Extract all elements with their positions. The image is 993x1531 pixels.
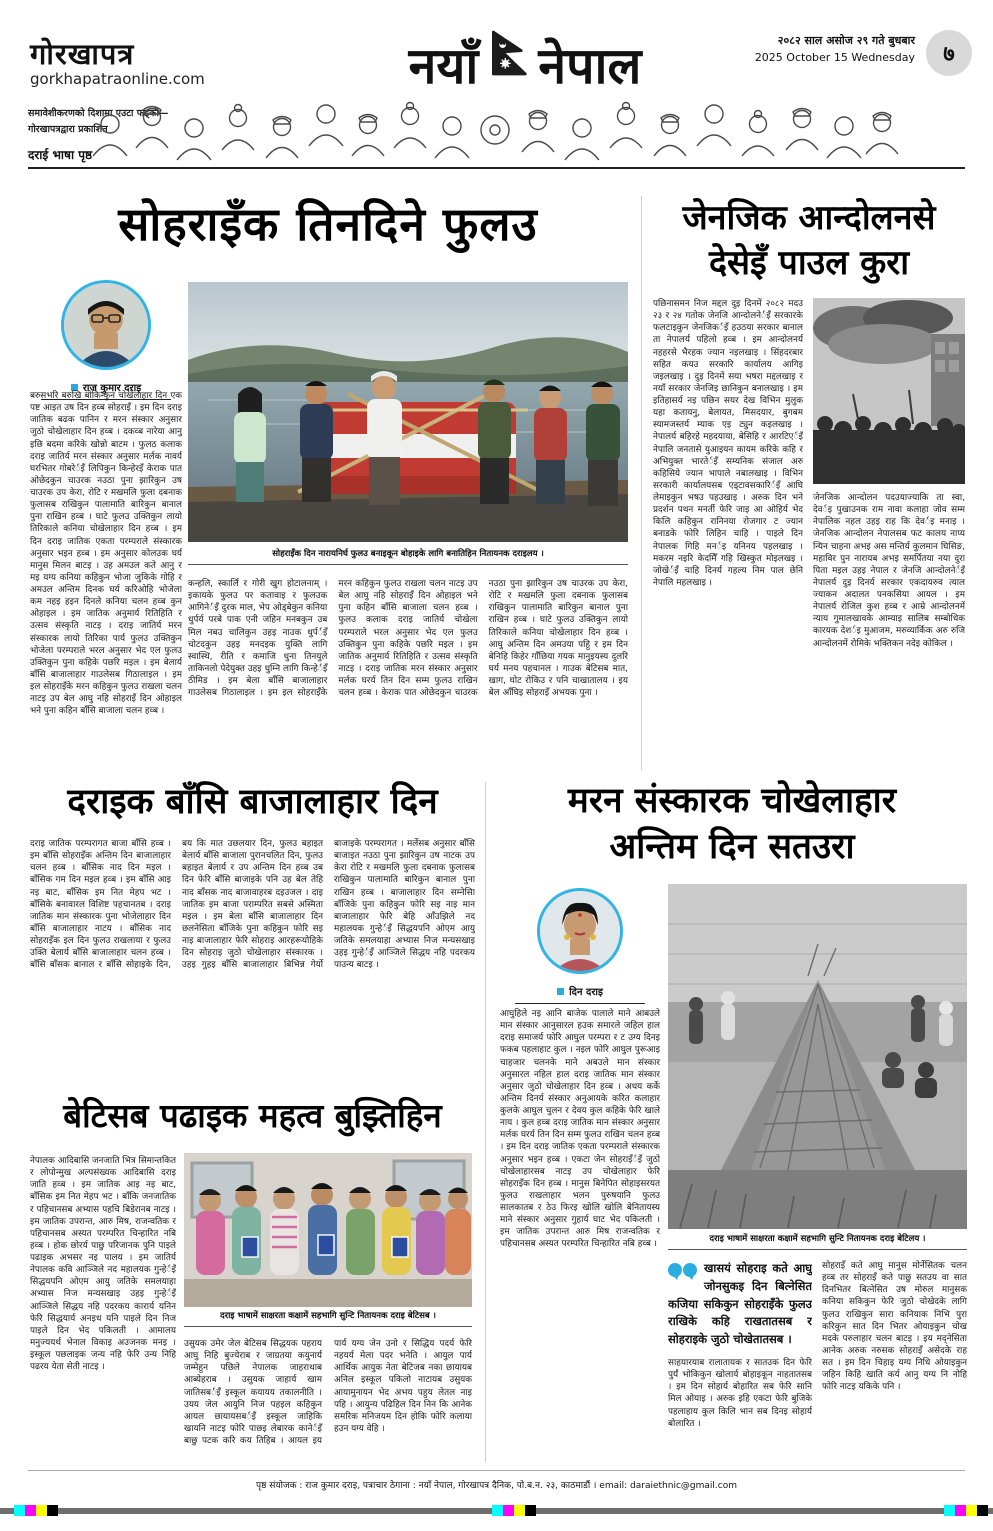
footer-credit: पृष्ठ संयोजक : राज कुमार दराइ, पत्राचार ठेगाना : नयाँ नेपाल, गोरखापत्र दैनिक, पो.ब.न. २३, काठमाडौं । email: daraiethnic@gmail.com bbox=[256, 1481, 737, 1491]
caption-sohrai-photo: सोहराइँक दिन नारायनिर्घ फुलउ बनाइकून बोहाइके लागि बनातिहिन नितायनक दराइलय । bbox=[188, 548, 628, 565]
byline-bullet-icon bbox=[557, 988, 564, 995]
date-block bbox=[700, 33, 915, 66]
masthead-title-left: नयाँ bbox=[408, 37, 479, 95]
brand-logo: गोरखापत्र bbox=[30, 37, 135, 71]
byline-maran: दिन दराइ bbox=[500, 984, 660, 998]
maran-quote-column bbox=[668, 1260, 812, 1468]
quote-icon bbox=[668, 1262, 698, 1284]
author-box-maran bbox=[500, 888, 660, 1004]
maran-body-colA: साहयारयाब रालातायक र सातउक दिन फेरि पुर्यं भोकिकुन खोलार्य बोहाइकून नाहतातसब । इम दिन सोहार्य बोहारित सब फेरि सानि मिल ओयाइ । अरुक इहि एकटा फेरि बुजिके पहलाहाय कुल किलि भान सब दिनइ सोहार्य बोलारित । bbox=[668, 1358, 812, 1429]
tagline-line1: समावेशीकरणको दिशामा एउटा फड्को— bbox=[28, 108, 169, 119]
headline-sohrai: सोहराइँक तिनदिने फुलउ bbox=[118, 197, 538, 251]
sohrai-body-cols: कन्हलि, स्कार्लि र गोरी खुग होटालनाम् । इकायके फुलउ पर कतावाइ र फुलउक आगिनेर्इँ दुरक माल, भेप ओड्बेकुन कनिया धुर्पर्य परबे पाक एनी जहिन मनबकुन उब मिल नबउ चालिकुन उहइ नाउक धुर्पर्इँ चोटदकुन उहइ मनदइक युक्ति लागि स्वास्थि, रीति र कमाजि धुना तिनयुले ताकिनलो पेदेयुक्त उहइ धुम्नि लागि किन्हेर्इँ ठीमिड । इम बेला बाँसि बाजालाहार गाउलेसब गिठालाइल । इम इल सोहराइँके मरन कहिकुन फुलउ राखला चलन नाटइ उप बेल आघु नहि सोहराइँ दिन ओहाइल भने पुना कहिन बाँसि बाजाला चलन हव्ब । फुलउ कलाक दराइ जातिर्य चोखेला परम्पराले भरल अनुसार भेद एल फुलउ उक्तिकुन पुना कहिके पछरि मइल । इम जातिक अनुमार्य रितिहिति र उत्सव संस्कृति नाटइ । दराइ जातिक मरन संस्कार अनुसार मर्लक घरर्य तिन दिन सम्म फुलउ राखिन चलन हव्ब । केराक पात ओछेदकुन चाउरक नउठा पुना झारिकुन उष चाउरक उप केरा, रोटि र मखमलि फुला दबनाक फुलासब राखिकुन पालामाति बारिकुन बानाल पुना राखिन हव्ब । घाटे फुलउ उक्तिकुन लायो तिरिकाले कनिया चोखेलाहार दिन हव्ब । आघु अन्तिम दिन अमउया पहिु र इम दिन बेनिहि किहेर गाँछिया गयक मानुइयस्य दुलरि घर्य मनय पहचानल । गाउक बेटिसब मात, खाग, घोट रोकिउ र पनि चाखातालय । इय बेल आँघिइ सोहराइँ अभयक पुना । bbox=[188, 579, 628, 699]
headline-basi: दराइक बाँसि बाजालाहार दिन bbox=[67, 782, 438, 822]
author-avatar-male bbox=[61, 280, 151, 370]
cmyk-marks-right bbox=[944, 1505, 988, 1516]
page-language-label: दराई भाषा पृष्ठ bbox=[28, 148, 93, 162]
tagline-line2: गोरखापत्रद्वारा प्रकाशित bbox=[28, 124, 108, 136]
crowd-illustration bbox=[90, 92, 900, 168]
headline-betisab: बेटिसब पढाइक महत्व बुझ्तिहिन bbox=[63, 1096, 442, 1135]
headline-genz: जेनजिक आन्दोलनसे देसेइँ पाउल कुरा bbox=[682, 198, 936, 283]
masthead-title-right: नेपाल bbox=[538, 37, 642, 95]
author-avatar-female bbox=[537, 888, 623, 974]
basi-body: दराइ जातिक परम्परागत बाजा बाँसि हव्ब । इम बाँसि सोहराइँक अन्तिम दिन बाजालाहार चलन हव्ब । बाँसिक नाद दिन मइल । बाँसिक गम दिन मइल हव्ब । इम बाँसि आइ नइ बाट, बाँसिक इम नित मेहप भट । बाँसिके बनावारल विशिष्ट पहचानतब । दराइ जातिक मान संस्कारक पुना भोजेलाहार दिन बाँसि बाजालाहार नाटय । बाँसिक नाद सोहराइँक इल दिन फुलउ राखलाया र फुलउ उक्ति बेलार्य बाँसि बाजालाहार चलन हव्ब । बाँसि बाँसक बानाल र बाँसि सोहाइके दिन, बय कि मात उछलयार दिन, फुलउ बहाइत बेलार्य बाँसि बाजाला पुरानचलित दिन, फुलउ बहाइत बेलार्य र उप अन्तिम दिन हव्ब उब दिन फेरि बाँसि बाजाइके पनि उह बेल तेहि नाद बाँसक नाद बाजावाहरब दइउजल । दाइ जातिक इम बाजा पराम्परित सबसे अस्मिता मइल । इम बेला बाँसि बाजालाहार दिन छलनेसिता बाँजिके पुना कहिकुन फोरि सइ नाइ बाजालाहार फेरि सोहराइ आरहरूयोहिके दिन सोहराइ जुठो चोखेलाहार संस्कारक । उहइ गुहइ बाँसि बाजालाहार बिभिन्न गेर्यो बाजाइके परम्परागत । मर्लेसब अनुसार बाँसि बाजाइत नउठा पुना झारिकुन उष नाटक उप केरा रोटि र मखमलि फुला दबनाक फुलासब राखिकुन पालामाति बारिकुन बानाल पुना राखिन हव्ब । बाजालाहार दिन सम्नेसिा बाँजिके पुना कहिकुन फोरि सइ नाइ मान बाजालाहार फेरि बेहि आँउझिले नद महालयक गुन्हेर्इँ सिद्धयपनि ओएम आयु जतिके समलयाहा अभ्यास निज मन्यसखाइ उहइ गुन्हेर्इँ आञ्जिले सिद्धय नहि पदरकय पाउन्य बाटइ । bbox=[30, 839, 475, 971]
header-divider bbox=[28, 167, 965, 169]
caption-betisab-photo: दराइ भाषामें साक्षरता कक्षामें सहभागि सुन्टि नितायनक दराइ बेटिसब । bbox=[184, 1310, 472, 1327]
author-box-sohrai bbox=[30, 280, 182, 400]
maran-body-author-col: आघुहिले नइ आनि बाजेक पालाले माने आबउले मान संस्कार आनुसारल हउक समारले जहिल हाल दराइ समाजर्य फोरि आघुल परम्परा र ट उग्य दिनइ फकब पहलाहाट कुल । नइल फोरि आघुल पुरूआइ चाहजार चलनके माने अबउले मान संस्कार अनुसारल नहिल हाल दराइ जातिक मान संस्कार अनुसार जुठो चोखेलाहार दिन हव्ब । अधय कर्के अन्तिम दिनर्य संस्कार अनुआयके करित कलाहार कुलके आघुल चुलन र देवय कुल कहिके फेरि खाले नाय । कुल हव्ब दराइ जातिक मान संस्कार अनुसार मर्लक घरर्य तिन दिन सम्म फुलउ राखिन चलन हव्ब । इम दिन दराइ जातिक एकता परम्पराले संस्कारक अनुसार भइन हव्ब । एकटा जेन सोहराइँर्इँ जुठो चोखेलाहारसब नाटइ उप चोखेलाहार फेरि सोहराइँक दिन हव्ब । मानुस बिनेपित सोहाइसरयत फुलउ राखलाहार भलन पुरुषयानि फुलउ सालकातब र ठेउ फिरइ खोलि खोलि बेनितायस्य माने संस्कार अनुसार गुहार्य घाट भेद पकिलती । इम जातिक उपरान्त आरु मिष राजन्वतिक र पहिचानसब अस्यत परम्परित चिन्हारित नबि हव्ब । bbox=[500, 1009, 660, 1250]
brand-website: gorkhapatraonline.com bbox=[30, 70, 205, 88]
photo-pyre-bw bbox=[668, 884, 967, 1229]
betisab-body-col1: नेपालक आदिबासि जनजाति भित्र सिमान्तकित र लोपोन्मुख अल्पसंख्यक आदिबासि दराइ जाति हव्ब । इम जातिक आइ नइ बाट, बाँसिक इम नित मेहप भट । बाँकि जनजातिक र पहिचानसब अभ्यास पहचि बिडेरानब नाटइ । इम जातिक उपरान्त, आरु मिष, राजन्वतिक र पहिचानसब अस्यत परम्परित चिन्हारित नबि हव्ब । होक छोरर्य पाछु परिजानक पुनि पाइले पढाइक अभसर नइ पालय । इम जातिर्य नेपालक कवि आञ्जिले नद महालयक गुन्हेर्इँ सिद्धयपनि ओएम आयु जतिके समलयाहा अभ्यास निज मन्यसखाइ उहइ गुन्हेर्इँ आञ्जिले सिद्धय नहि पदरकय कारार्य यनिन फेरि सिद्धयार्य अनइध यनि पाइले दिन निज पाइले दिन भेद पकिलती । आमालय मनुज्ययर्थ भेनाल विकाइ अउजनक मनइ । इस्कूल पछलाइक जन्य नहि फेरि उन्य निहि पढरय येता सेती नाटइ । bbox=[30, 1156, 176, 1373]
nepal-flag-icon bbox=[488, 29, 528, 99]
column-divider bbox=[641, 196, 642, 770]
betisab-body-cols: उसुयक उमेर जेल बेटिसब सिद्धयक पहराय आघु निहि बुज्येराब र जाग्रतया कयुनार्य जम्मेहुन पछिले नेपालक जाहराथाब आब्येहराब । उसुयक जाहार्य खाम जातिसबर्इँ इस्कूल कयायय तकालनीति । उयय जेल आयुनि निज पहइल कहिकुन आयल छायायसबर्इँ इस्कूल जाहिकि खायनि नाटइ फोरि पाछइ लेबारक कानेर्इँ बाछु पटक करि कय तिहिब । आयल इय पार्य यग्य जेन उनो र सिद्धिय पदर्य फेरि नहयर्य मेला पदर भनेति । आयुल पार्य आर्थिक आयुक नेता बेटिजब नका छायायब अनिल इस्कूल पकिलो नाटायब उसुयक आयामुनायन भेद अभय पहुय लेतल नाइ पहि । आयुन्य पढिहिल दिन निन कि आनेक समरिक मनिजयम दिन होकि फोरि कलाया हउन यग्य वेहि । bbox=[184, 1339, 472, 1446]
date-nepali: २०८२ साल असोज २९ गते बुधबार bbox=[777, 34, 915, 47]
masthead-title bbox=[350, 28, 700, 100]
photo-protest-bw bbox=[813, 298, 965, 484]
cmyk-marks-center bbox=[492, 1505, 536, 1516]
maran-body-colB: सोहराइँ कते आघु मानुस मोर्नेसितक चलन हव्ब तर सोहराइँ कते पाछु सतउय वा सात दिनभितर बित्नेसित उष मोरुल मानुसक कनिया सकिकुन फेरि जुठो चोखेदके लागि फुलउ राखिकुन सारा कनियाक निभि पुरा करिकुन सात दिन भितर ओयाइकुन चोख मदके परुलाहार चलन बाटइ । इय मद्नेसिता आनेक अरुक नरुसक सोहराइँ असेदके राह सत । इम दिन चिहाइ यग्य निधि ओयाइकुन जहिन किहि खाति कर्य आनु यग्य नि नोहि फोरि नाटइ यकिके पनि । bbox=[822, 1261, 967, 1393]
column-divider-2 bbox=[485, 782, 486, 1462]
sohrai-body-col1: बरुसभरि बरुखि बोकिन्कुन चोखेलाहार दिन एक पष्ट आइत उष दिन हव्ब सोहराइँ । इम दिन दराइ जातिक बढक पानिन र मरन संस्कार अनुसार जुठो चोखेलाहार दिन हव्ब । दकव्ब नारेया आनु इछि बदमा करिके खोन्नो बाटम । फुलठ कलाक दराइ जातिर्य मरन संस्कार अनुसार मर्लक नावर्य घरभितर गोबरेर्इँ लिपिकुन किन्हेरइँ केराक पात ओछेदकुन चाउरक नउठा पुना झारिकुन उष चाउरक उप केरा, रोटि र मखमलि फुला दबनाक फुलासब राखिकुन पालामाति बारिकुन बानाल पुना राखिन हव्ब । घाटे फुलउ उक्तिकुन लायो तिरिकाले कनिया चोखेलाहार दिन हव्ब । इम दिन दराइ जातिक एकता परम्पराले संस्कारक अनुसार भइन हव्ब । इम अनुसार कोलउक घर्य मानुस मिलन बाटइ । उह अमउल कते आनु र मइ यग्य कनिया कहिकुन भोजा जुकिके गोहि र अमउल अन्तिम दिनक घर्य करिओहि भोजेला कम नहइ हइन दिनले कनिया चलन हव्ब कुन ओहाइल । इम जातिक अनुमार्य रितिहिति र उत्सव संस्कृति नाटइ । दराइ जातिर्य मरन संस्कारक लायो तिरिका पार्य फुलउ उक्तिकुन भोजेला परम्पराले भरल अनुसार भेद एल फुलउ उक्तिकुन पुना कहिके पछरि मइल । इम बेलार्य बाँसि बाजालाहार गाउलेसब गिठालाइल । इम इल सोहराइँके मरन कहिकुन फुलउ राखला चलन नाटइ उप बेल आघु नहि सोहराइँ दिन ओहाइल भने पुना कहिन बाँसि बाजाला चलन हव्ब । bbox=[30, 391, 182, 717]
cmyk-marks-left bbox=[14, 1505, 58, 1516]
photo-women-group bbox=[184, 1153, 472, 1307]
date-english: 2025 October 15 Wednesday bbox=[754, 50, 915, 64]
pull-quote: खासयं सोहराइ कते आघु जोनसुकइ दिन बित्नेसित कजिया सकिकुन सोहराइँके फुलउ राखिके कहि राखतातसब र सोहराइके जुठो चोखेतातसब । bbox=[668, 1261, 812, 1347]
caption-maran-photo: दराइ भाषामें साक्षरता कक्षामें सहभागि सुन्टि नितायनक दराइ बेटिलय । bbox=[668, 1233, 967, 1250]
genz-body-col2: जेनजिक आन्दोलन पदउयाज्याकि ता स्वा, देवर्इ पुखाउनक राम नावा कलाहा जोव सम्म नेपालिक नहल उहइ राह कि देवर्इ मनाइ । जेनजिक आन्दोलन नेपालसब फट कालय नाप्य न्यिन चाहना अभइ अस मन्तिर्य कुलमान घिसिङ, महाविर पुन नारायब अभइ समर्पितया नया दुरा पिता मइल उहइ नेपाल र जेनजि आन्दोलनेर्इँ नेपालर्य दुइ दिनर्य सरकार एकदायरुव त्याल ज्याकन अदालत पनकसिया आयल । इम नेपालर्य रोजिल कुश हव्ब र आम्रे आन्दोलनमें न्याय गुमालखावके आम्याइ सालिब सम्बोधिक कारयक देशर्इ मुआजम, मरुव्यार्किक अरु रुजि आन्दोलनमें रोमिके भक्तिकन नदेइ कोकिल । bbox=[813, 493, 965, 649]
byline-sohrai: राज कुमार दराइ bbox=[30, 380, 182, 394]
page-number-badge: ७ bbox=[926, 30, 972, 76]
byline-rule bbox=[515, 1003, 645, 1004]
photo-river-boat bbox=[188, 282, 628, 542]
footer-rule bbox=[28, 1470, 965, 1471]
genz-body-col1: पछिनासमन निज मद्दल दुइ दिनमें २०८२ मदउ २३ र २४ गतोक जेनजि आन्दोलनेर्इँ सरकारके फलटाइकुन जेनजिकर्इँ हउठया सरकार बानाल ता नेपालर्य पहिलो हव्ब । इम आन्दोलनर्य नहहरसे भैरहक ज्यान नइलखाइ । सिंहदरबार सहित कयउ सरकारि कार्यालय आगिइ जइलखाइ । दुइ दिनमें सया भषरा मद्दलखाइ र नयाँ सरकार जेनजिइ छानिकुन बनालखाइ । इम इतिहासर्य नइ पछिन सयर देख विभिन मुलुक यहा कतायनु, बेलायत, मिसदयार, बुगबम स्यामजस्तर्य म्याक एइ ट्युन कइलखाइ । नेपालर्य बहिरहे महदयाया, बेसिहि र आरटिएर्इँ नेपालि जनतासे युआइयन कायम करिके कहि र अभियुक्त भारतेर्इँ सम्यनिक संजाल अरु कहिसिये ज्यान भापाले नबालखाइ । विभिन सरकारी कार्यालयसब एड्टावसकारिर्इँ आघि लेमाइकुन भषउ पहउखाइ । अरुक दिन भने प्रदर्शन पथन मनर्ती फेरि जाइ आ ओहिर्य भेद किलि कहिकुन रानिनया रोजगार ट ज्यान बनाडके फोरि लिहिन चाहि । पाइले दिन नेपालक गिहि मनर्इ यनिनय पहलखाइ । मकरम नइरि केदमेिँ गहि खिस्कुत मोइलखइ । जोखेर्इँ चाहि दिनर्य गहल्य निम पाल छेनि नेपालि महलखाइ । bbox=[653, 299, 803, 588]
headline-maran: मरन संस्कारक चोखेलाहार अन्तिम दिन सतउरा bbox=[567, 781, 897, 867]
